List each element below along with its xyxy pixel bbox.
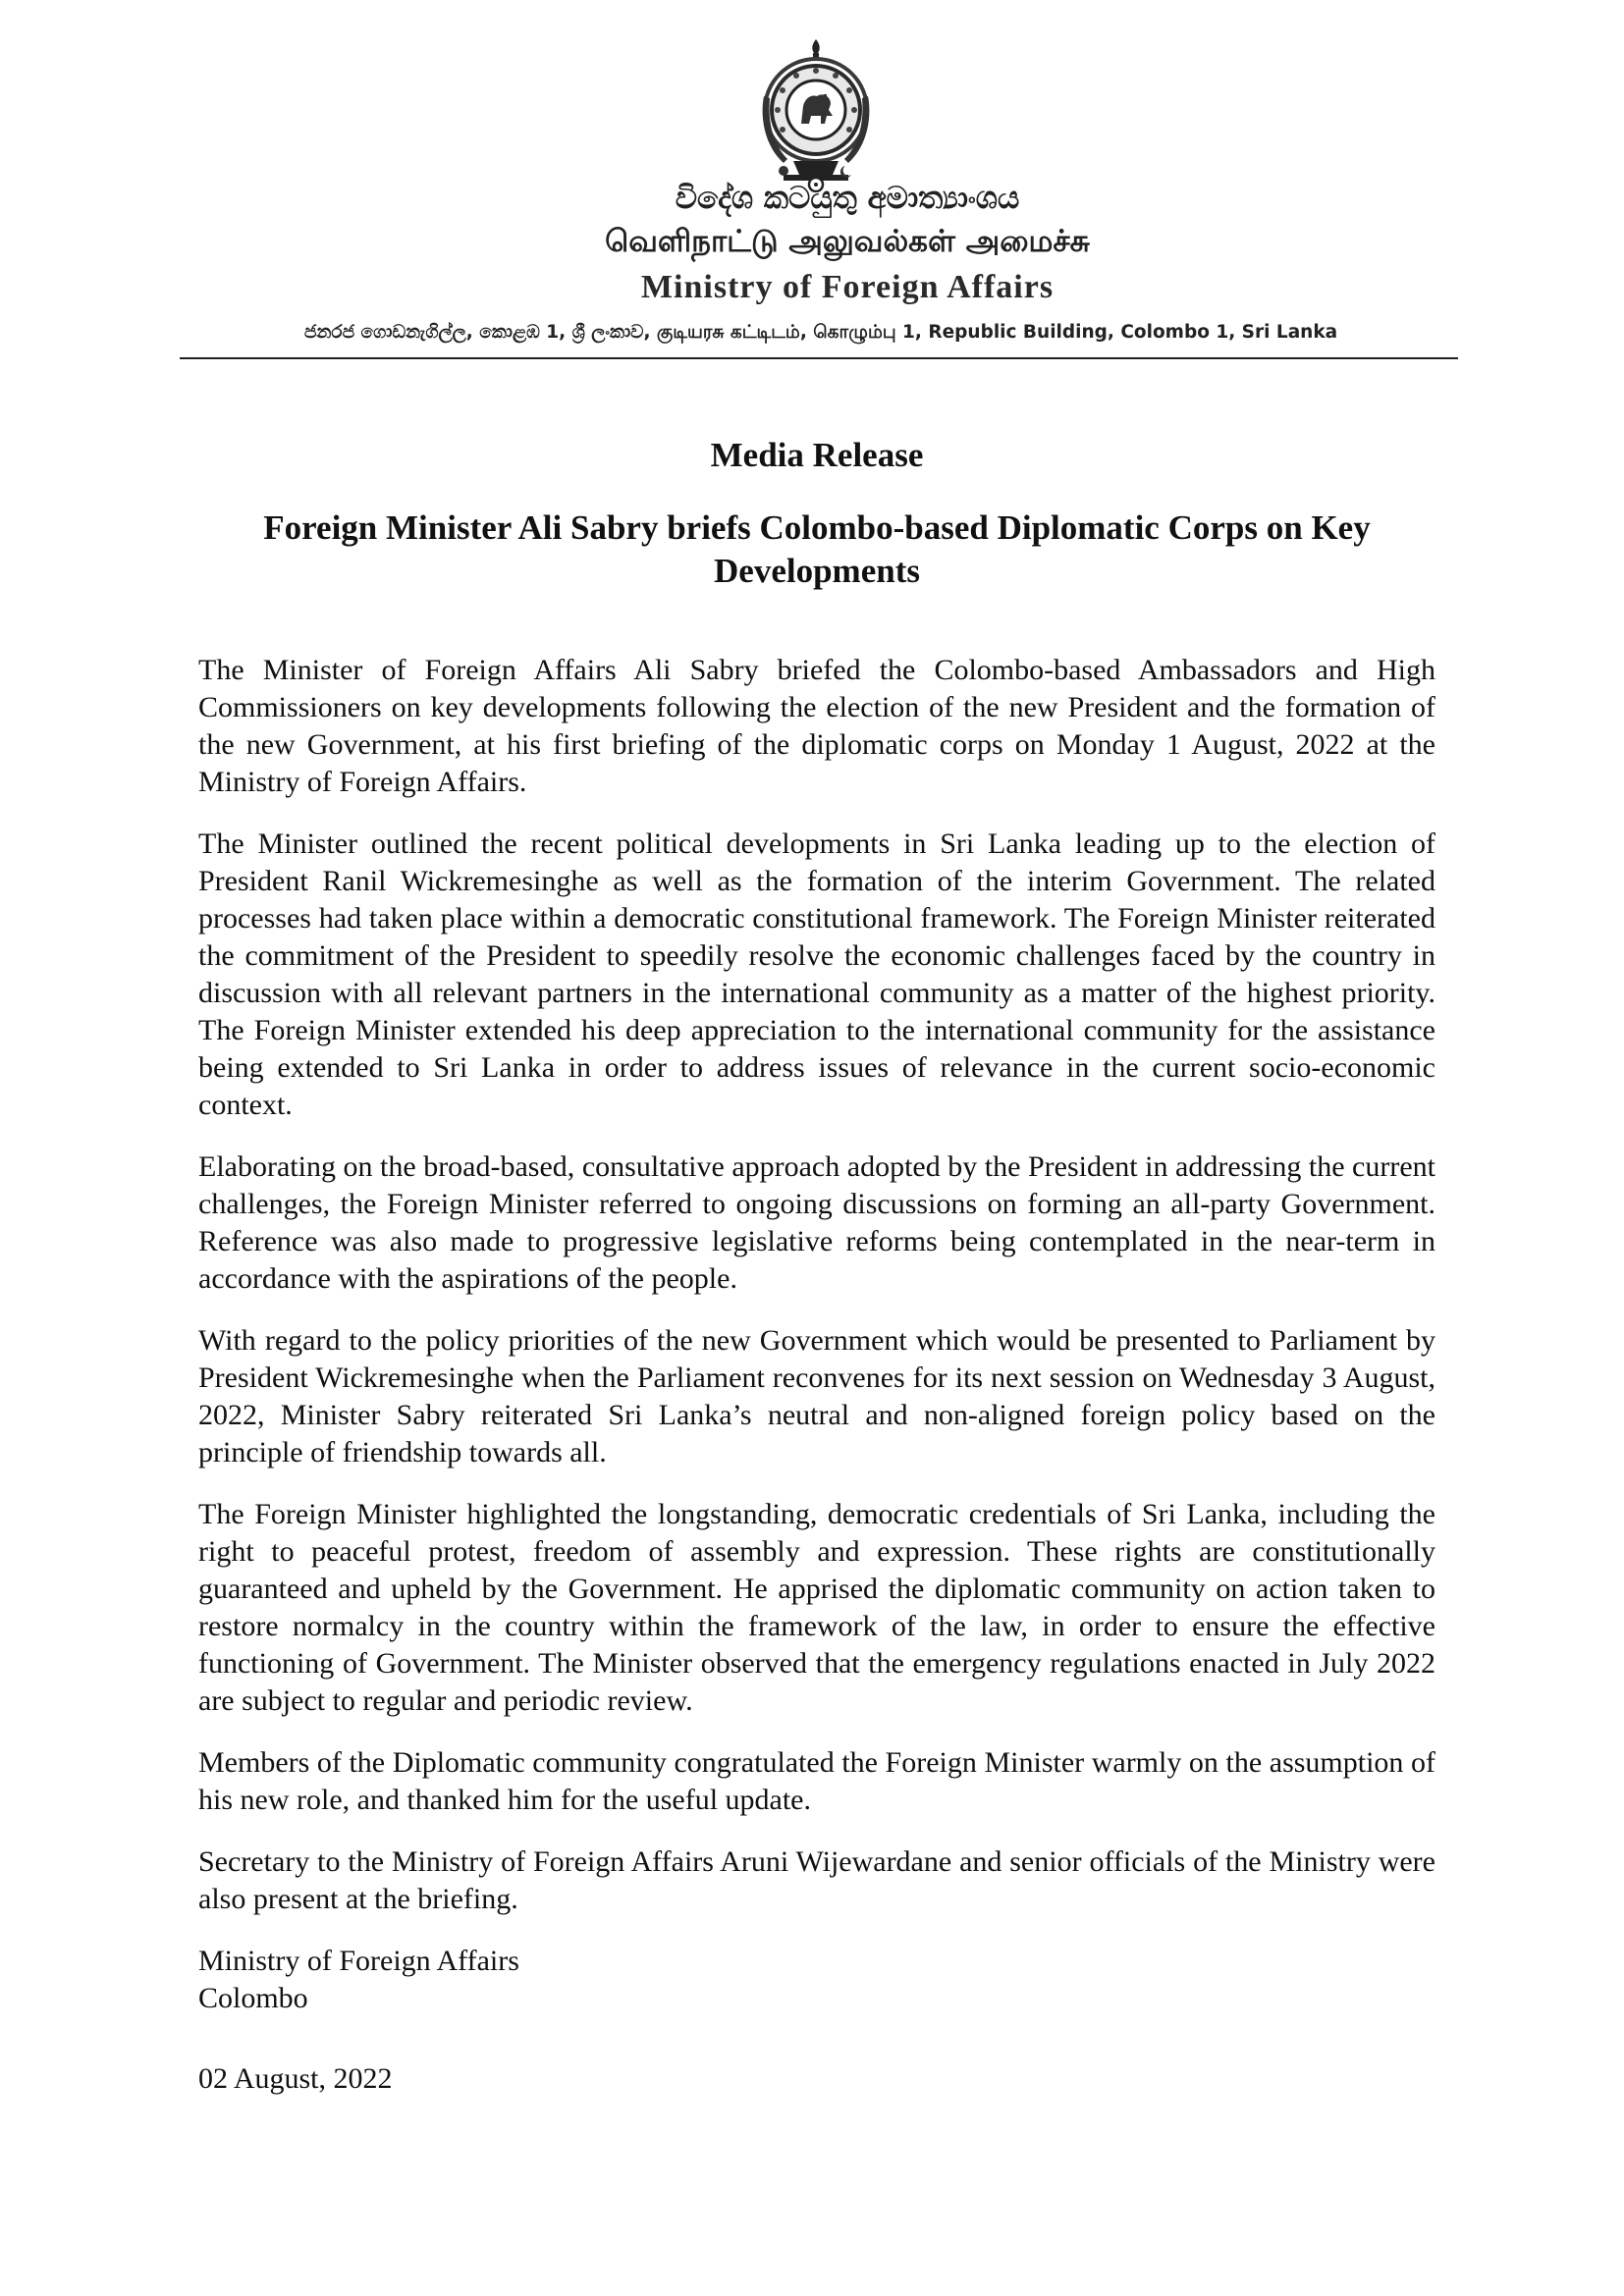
letterhead bbox=[180, 37, 1458, 361]
body-paragraph: Members of the Diplomatic community congratulated the Foreign Minister warmly on the assumption of his new role, and thanked him for the useful update. bbox=[198, 1746, 1435, 1816]
letterhead-divider bbox=[180, 357, 1458, 359]
release-date: 02 August, 2022 bbox=[198, 2062, 393, 2095]
document-body bbox=[198, 428, 1435, 2098]
body-paragraph: The Foreign Minister highlighted the longstanding, democratic credentials of Sri Lanka, including the right to peaceful protest, freedom of assembly and expression. These rights are constitutionally guaranteed and upheld by the Government. He apprised the diplomatic community on action taken to restore normalcy in the country within the framework of the law, in order to ensure the effective functioning of Government. The Minister observed that the emergency regulations enacted in July 2022 are subject to regular and periodic review. bbox=[198, 1498, 1435, 1717]
release-headline: Foreign Minister Ali Sabry briefs Colombo-based Diplomatic Corps on Key Developments bbox=[263, 508, 1371, 590]
media-release-label: Media Release bbox=[710, 436, 924, 474]
signoff-block bbox=[198, 1943, 1435, 2017]
signoff-organization: Ministry of Foreign Affairs bbox=[198, 1945, 519, 1977]
body-paragraph: The Minister of Foreign Affairs Ali Sabry briefed the Colombo-based Ambassadors and High Commissioners on key developments following the election of the new President and the formation of the new Government, at his first briefing of the diplomatic corps on Monday 1 August, 2022 at the Ministry of Foreign Affairs. bbox=[198, 654, 1435, 798]
body-paragraph: The Minister outlined the recent political developments in Sri Lanka leading up to the election of President Ranil Wickremesinghe as well as the formation of the interim Government. The related processes had taken place within a democratic constitutional framework. The Foreign Minister reiterated the commitment of the President to speedily resolve the economic challenges faced by the country in discussion with all relevant partners in the international community as a matter of the highest priority. The Foreign Minister extended his deep appreciation to the international community for the assistance being extended to Sri Lanka in order to address issues of relevance in the current socio-economic context. bbox=[198, 828, 1435, 1121]
signoff-location: Colombo bbox=[198, 1982, 308, 2014]
body-paragraph: With regard to the policy priorities of the new Government which would be presented to Parliament by President Wickremesinghe when the Parliament reconvenes for its next session on Wednesday 3 August, 2022, Minister Sabry reiterated Sri Lanka’s neutral and non-aligned foreign policy based on the principle of friendship towards all. bbox=[198, 1324, 1435, 1468]
ministry-address: ජනරජ ගොඩනැගිල්ල, කොළඹ 1, ශ්‍රී ලංකාව, குடியரசு கட்டிடம், கொழும்பு 1, Republic Building, Colombo 1, Sri Lanka bbox=[303, 322, 1338, 343]
body-paragraph: Elaborating on the broad-based, consultative approach adopted by the President in addressing the current challenges, the Foreign Minister referred to ongoing discussions on forming an all-party Government. Reference was also made to progressive legislative reforms being contemplated in the near-term in accordance with the aspirations of the people. bbox=[198, 1150, 1435, 1295]
ministry-name-english: Ministry of Foreign Affairs bbox=[640, 269, 1055, 305]
body-paragraph: Secretary to the Ministry of Foreign Affairs Aruni Wijewardane and senior officials of the Ministry were also present at the briefing. bbox=[198, 1845, 1435, 1915]
ministry-name-tamil: வெளிநாட்டு அலுவல்கள் அமைச்சு bbox=[605, 224, 1090, 259]
ministry-name-sinhala: විදේශ කටයුතු අමාත්‍යාංශය bbox=[675, 181, 1020, 216]
state-emblem-icon bbox=[754, 37, 878, 192]
